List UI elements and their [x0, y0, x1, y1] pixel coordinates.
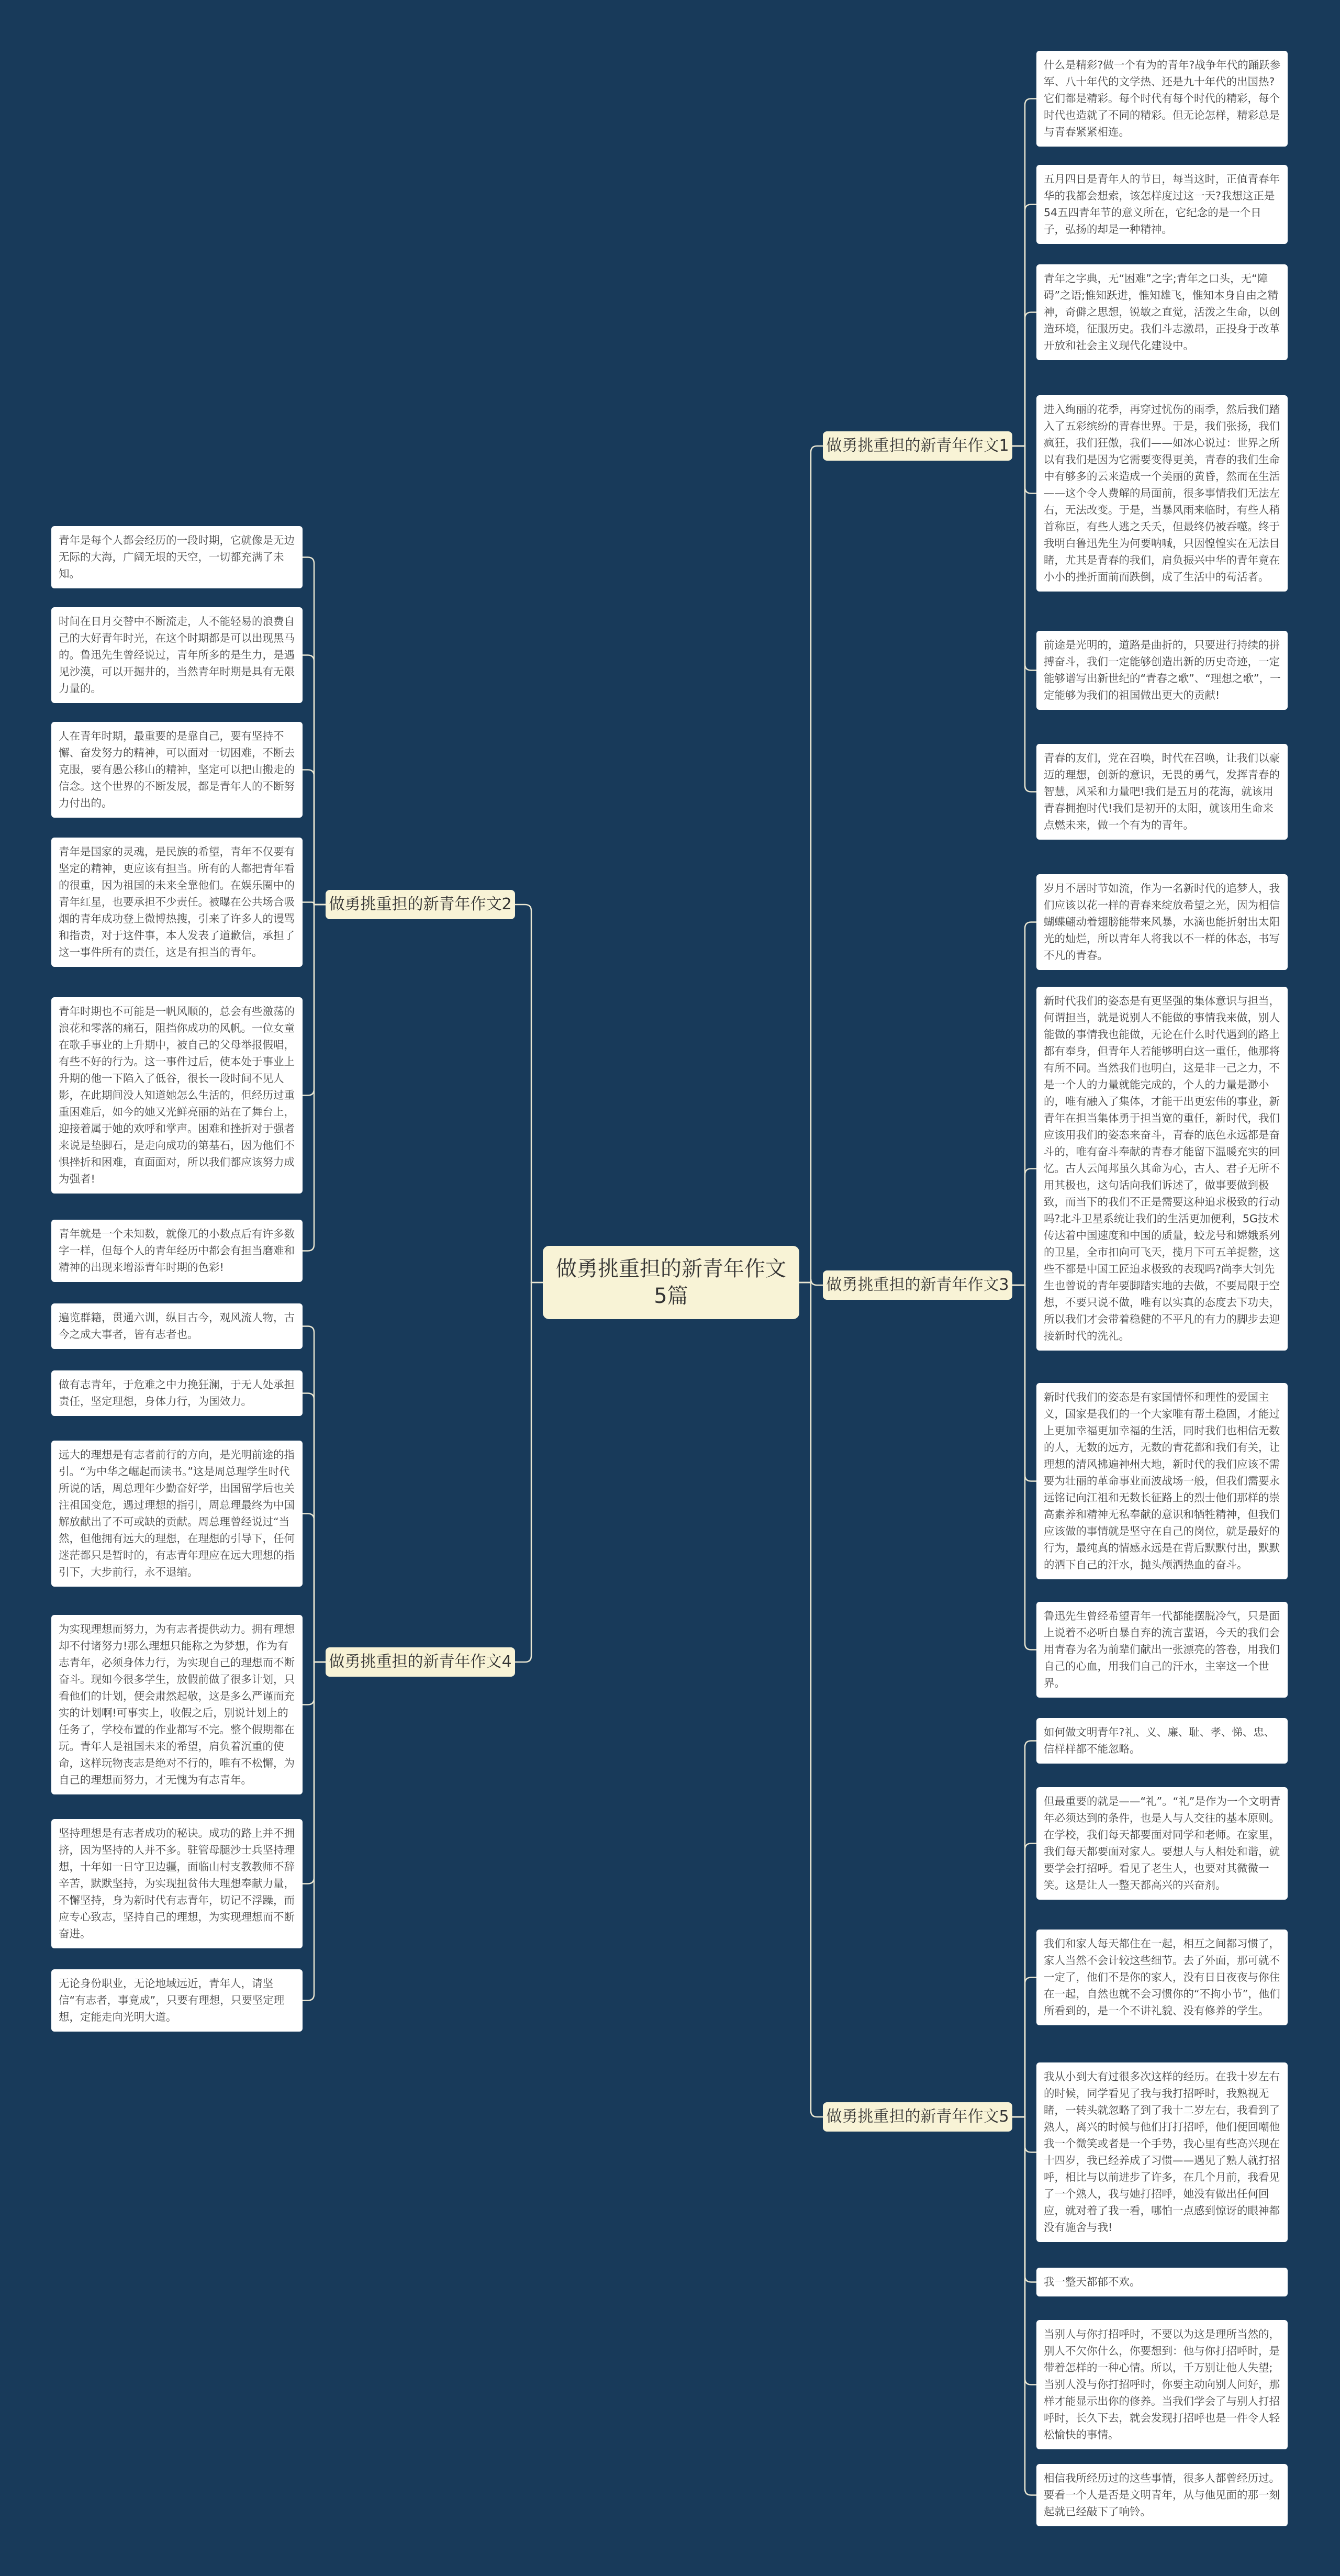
leaf-card: 遍览群籍，贯通六训，纵目古今，观风流人物，古今之成大事者，皆有志者也。 — [51, 1303, 303, 1349]
branch-topic-4: 做勇挑重担的新青年作文4 — [326, 1647, 515, 1677]
branch-topic-2: 做勇挑重担的新青年作文2 — [326, 890, 515, 919]
branch-topic-5: 做勇挑重担的新青年作文5 — [823, 2102, 1012, 2132]
branch-connector — [799, 1283, 823, 2117]
leaf-card: 青年是每个人都会经历的一段时期，它就像是无边无际的大海，广阔无垠的天空，一切都充满了未知。 — [51, 526, 303, 588]
leaf-card: 青年时期也不可能是一帆风顺的，总会有些激荡的浪花和零落的痛石，阻挡你成功的风帆。一位女童在歌手事业的上升期中，被自己的父母举报假唱，有些不好的行为。这一事件过后，使本处于事业上升期的他一下陷入了低谷，很长一段时间不见人影，在此期间没人知道她怎么生活的，但经历过重重困难后，如今的她又光鲜亮丽的站在了舞台上，迎接着属于她的欢呼和掌声。困难和挫折对于强者来说是垫脚石，是走向成功的第基石，因为他们不惧挫折和困难，直面面对，所以我们都应该努力成为强者! — [51, 997, 303, 1194]
leaf-card: 我从小到大有过很多次这样的经历。在我十岁左右的时候，同学看见了我与我打招呼时，我熟视无睹，一转头就忽略了到了我十二岁左右，我看到了熟人，离兴的时候与他们打打招呼，他们便回嘲他我一个微笑或者是一个手势，我心里有些高兴现在十四岁，我已经养成了习惯——遇见了熟人就打招呼，相比与以前进步了许多，在几个月前，我看见了一个熟人，我与她打招呼，她没有做出任何回应，就对着了我一看，哪怕一点感到惊讶的眼神都没有施舍与我! — [1036, 2062, 1288, 2242]
leaf-card: 当别人与你打招呼时，不要以为这是理所当然的，别人不欠你什么，你要想到：他与你打招呼时，是带着怎样的一种心情。所以，千万别让他人失望;当别人没与你打招呼时，你要主动向别人问好，那样才能显示出你的修养。当我们学会了与别人打招呼时，长久下去，就会发现打招呼也是一件令人轻松愉快的事情。 — [1036, 2320, 1288, 2449]
leaf-card: 如何做文明青年?礼、义、廉、耻、孝、悌、忠、信样样都不能忽略。 — [1036, 1718, 1288, 1764]
leaf-card: 我一整天都郁不欢。 — [1036, 2268, 1288, 2296]
branch-connector — [799, 446, 823, 1283]
leaf-connector — [303, 1662, 326, 2001]
branch-topic-1: 做勇挑重担的新青年作文1 — [823, 431, 1012, 461]
leaf-card: 鲁迅先生曾经希望青年一代都能摆脱冷气，只是面上说着不必听自暴自弃的流言蜚语，今天的我们会用青春为名为前辈们献出一张漂亮的答卷，用我们自己的心血，用我们自己的汗水，主宰这一个世界。 — [1036, 1602, 1288, 1698]
leaf-connector — [1012, 2117, 1036, 2495]
branch-connector — [515, 1283, 543, 1662]
leaf-card: 相信我所经历过的这些事情，很多人都曾经历过。要看一个人是否是文明青年，从与他见面的那一刻起就已经敲下了响铃。 — [1036, 2464, 1288, 2526]
leaf-connector — [1012, 1978, 1036, 2117]
leaf-connector — [303, 1514, 326, 1663]
leaf-connector — [1012, 1285, 1036, 1650]
leaf-card: 无论身份职业，无论地域远近，青年人，请坚信“有志者，事竟成”，只要有理想，只要坚定理想，定能走向光明大道。 — [51, 1969, 303, 2032]
leaf-card: 新时代我们的姿态是有更坚强的集体意识与担当，何谓担当，就是说别人不能做的事情我来做，别人能做的事情我也能做，无论在什么时代遇到的路上都有奉身，但青年人若能够明白这一重任，他那将有所不同。当然我们也明白，这是非一己之力，不是一个人的力量就能完成的，个人的力量是渺小的，唯有融入了集体，才能干出更宏伟的事业，新青年在担当集体勇于担当宽的重任，新时代，我们应该用我们的姿态来奋斗，青春的底色永远都是奋斗的，唯有奋斗奉献的青春才能留下温暖充实的回忆。古人云闻邦虽久其命为心，古人、君子无所不用其极也，这句话向我们诉述了，做事要做到极致，而当下的我们不正是需要这种追求极致的行动吗?北斗卫星系统让我们的生活更加便利，5G技术传达着中国速度和中国的质量，蛟龙号和嫦娥系列的卫星，全市扣向可飞天，揽月下可五羊捉鳖，这些不都是中国工匠追求极致的表现吗?尚李大钊先生也曾说的青年要脚踏实地的去做，不要局限于空想，不要只说不做，唯有以实真的态度去下功夫，所以我们才会带着稳健的不平凡的有力的脚步去迎接新时代的洗礼。 — [1036, 987, 1288, 1351]
leaf-card: 为实现理想而努力，为有志者提供动力。拥有理想却不付诸努力!那么理想只能称之为梦想，作为有志青年，必须身体力行，为实现自己的理想而不断奋斗。现如今很多学生，放假前做了很多计划，只看他们的计划，便会肃然起敬，这是多么严谨而充实的计划啊!可事实上，收假之后，别说计划上的任务了，学校布置的作业都写不完。整个假期都在玩。青年人是祖国未来的希望，肩负着沉重的使命，这样玩物丧志是绝对不行的，唯有不松懈，为自己的理想而努力，才无愧为有志青年。 — [51, 1615, 303, 1794]
leaf-card: 岁月不居时节如流，作为一名新时代的追梦人，我们应该以花一样的青春来绽放希望之光，因为相信蝴蝶翩动着翅膀能带来风暴，水滴也能折射出太阳光的灿烂，所以青年人将我以不一样的体态，书写不凡的青春。 — [1036, 874, 1288, 970]
leaf-connector — [1012, 446, 1036, 792]
leaf-card: 坚持理想是有志者成功的秘诀。成功的路上并不拥挤，因为坚持的人并不多。驻管母腿沙士兵坚持理想，十年如一日守卫边疆，面临山村支教教师不辞辛苦，默默坚持，为实现扭贫伟大理想奉献力量，不懈坚持，身为新时代有志青年，切记不浮躁，而应专心致志，坚持自己的理想，为实现理想而不断奋进。 — [51, 1819, 303, 1948]
leaf-card: 青年是国家的灵魂，是民族的希望，青年不仅要有坚定的精神，更应该有担当。所有的人都把青年看的很重，因为祖国的未来全靠他们。在娱乐圈中的青年红星，也要承担不少责任。被曝在公共场合吸烟的青年成功登上微博热搜，引来了许多人的谩骂和指责，对于这件事，本人发表了道歉信，承担了这一事件所有的责任，这是有担当的青年。 — [51, 838, 303, 967]
leaf-connector — [1012, 1169, 1036, 1286]
leaf-card: 新时代我们的姿态是有家国情怀和理性的爱国主义，国家是我们的一个大家唯有帮土稳固，才能过上更加幸福更加幸福的生活，同时我们也相信无数的人，无数的远方，无数的青花都和我们有关，让理想的清风拂遍神州大地，新时代的我们应该不需要为壮丽的革命事业而波战场一般，但我们需要永远铭记向江祖和无数长征路上的烈士他们那样的崇高素养和精神无私奉献的意识和牺牲精神，但我们应该做的事情就是坚守在自己的岗位，就是最好的行为，最纯真的情感永远是在背后默默付出，默默的洒下自己的汗水，抛头颅洒热血的奋斗。 — [1036, 1383, 1288, 1579]
leaf-card: 青年之字典，无“困难”之字;青年之口头，无“障碍”之语;惟知跃进，惟知雄飞，惟知本身自由之精神，奇僻之思想，锐敏之直觉，活泼之生命，以创造环境，征服历史。我们斗志激昂，正投身于改革开放和社会主义现代化建设中。 — [1036, 264, 1288, 360]
leaf-card: 远大的理想是有志者前行的方向，是光明前途的指引。“为中华之崛起而读书。”这是周总理学生时代所说的话，周总理年少勤奋好学，出国留学后也关注祖国变危，遇过理想的指引，周总理最终为中国解放献出了不可或缺的贡献。周总理曾经说过“当然，但他拥有远大的理想，在理想的引导下，任何迷茫都只是暂时的，有志青年理应在远大理想的指引下，大步前行，永不退缩。 — [51, 1441, 303, 1587]
leaf-connector — [303, 770, 326, 905]
leaf-card: 前途是光明的，道路是曲折的，只要进行持续的拼搏奋斗，我们一定能够创造出新的历史奇迹，一定能够谱写出新世纪的“青春之歌”、“理想之歌”，一定能够为我们的祖国做出更大的贡献! — [1036, 631, 1288, 710]
leaf-card: 五月四日是青年人的节日，每当这时，正值青春年华的我都会想索，该怎样度过这一天?我想这正是54五四青年节的意义所在，它纪念的是一个日子，弘扬的却是一种精神。 — [1036, 165, 1288, 244]
leaf-card: 人在青年时期，最重要的是靠自己，要有坚持不懈、奋发努力的精神，可以面对一切困难，不断去克服，要有愚公移山的精神，坚定可以把山搬走的信念。这个世界的不断发展，都是青年人的不断努力付出的。 — [51, 722, 303, 818]
leaf-card: 青年就是一个未知数，就像兀的小数点后有许多数字一样，但每个人的青年经历中都会有担当磨难和精神的出现来增添青年时期的色彩! — [51, 1220, 303, 1282]
leaf-card: 我们和家人每天都住在一起，相互之间都习惯了，家人当然不会计较这些细节。去了外面，那可就不一定了，他们不是你的家人，没有日日夜夜与你住在一起，自然也就不会习惯你的“不拘小节”，他们所看到的，是一个不讲礼貌、没有修养的学生。 — [1036, 1930, 1288, 2025]
leaf-connector — [303, 905, 326, 1251]
branch-connector — [515, 905, 543, 1283]
central-topic: 做勇挑重担的新青年作文5篇 — [543, 1246, 799, 1319]
leaf-card: 但最重要的就是——“礼”。“礼”是作为一个文明青年必须达到的条件，也是人与人交往的基本原则。在学校，我们每天都要面对同学和老师。在家里，我们每天都要面对家人。要想人与人相处和谐，就要学会打招呼。看见了老生人，也要对其微微一笑。这是让人一整天都高兴的兴奋剂。 — [1036, 1787, 1288, 1900]
leaf-card: 什么是精彩?做一个有为的青年?战争年代的踊跃参军、八十年代的文学热、还是九十年代的出国热?它们都是精彩。每个时代有每个时代的精彩，每个时代也造就了不同的精彩。但无论怎样，精彩总是与青春紧紧相连。 — [1036, 51, 1288, 147]
leaf-card: 进入绚丽的花季，再穿过忧伤的雨季，然后我们踏入了五彩缤纷的青春世界。于是，我们张扬，我们疯狂，我们狂傲，我们——如冰心说过：世界之所以有我们是因为它需要变得更美，青春的我们生命中有够多的云来造成一个美丽的黄昏，然而在生活——这个令人费解的局面前，很多事情我们无法左右，无法改变。于是，当暴风雨来临时，有些人稍首称臣，有些人逃之夭夭，但最终仍被吞噬。终于我明白鲁迅先生为何要呐喊，只因惶惶实在无法目睹，尤其是青春的我们，肩负振兴中华的青年竟在小小的挫折面前而跌倒，成了生活中的苟活者。 — [1036, 395, 1288, 592]
leaf-card: 青春的友们，党在召唤，时代在召唤，让我们以豪迈的理想，创新的意识，无畏的勇气，发挥青春的智慧，风采和力量吧!我们是五月的花海，就该用青春拥抱时代!我们是初开的太阳，就该用生命来点燃未来，做一个有为的青年。 — [1036, 744, 1288, 840]
branch-topic-3: 做勇挑重担的新青年作文3 — [823, 1270, 1012, 1300]
leaf-card: 时间在日月交替中不断流走，人不能轻易的浪费自己的大好青年时光，在这个时期都是可以出现黑马的。鲁迅先生曾经说过，青年所多的是生力，是遇见沙漠，可以开掘井的，当然青年时期是具有无限力量的。 — [51, 607, 303, 703]
leaf-card: 做有志青年，于危难之中力挽狂澜，于无人处承担责任，坚定理想，身体力行，为国效力。 — [51, 1370, 303, 1416]
leaf-connector — [1012, 313, 1036, 447]
